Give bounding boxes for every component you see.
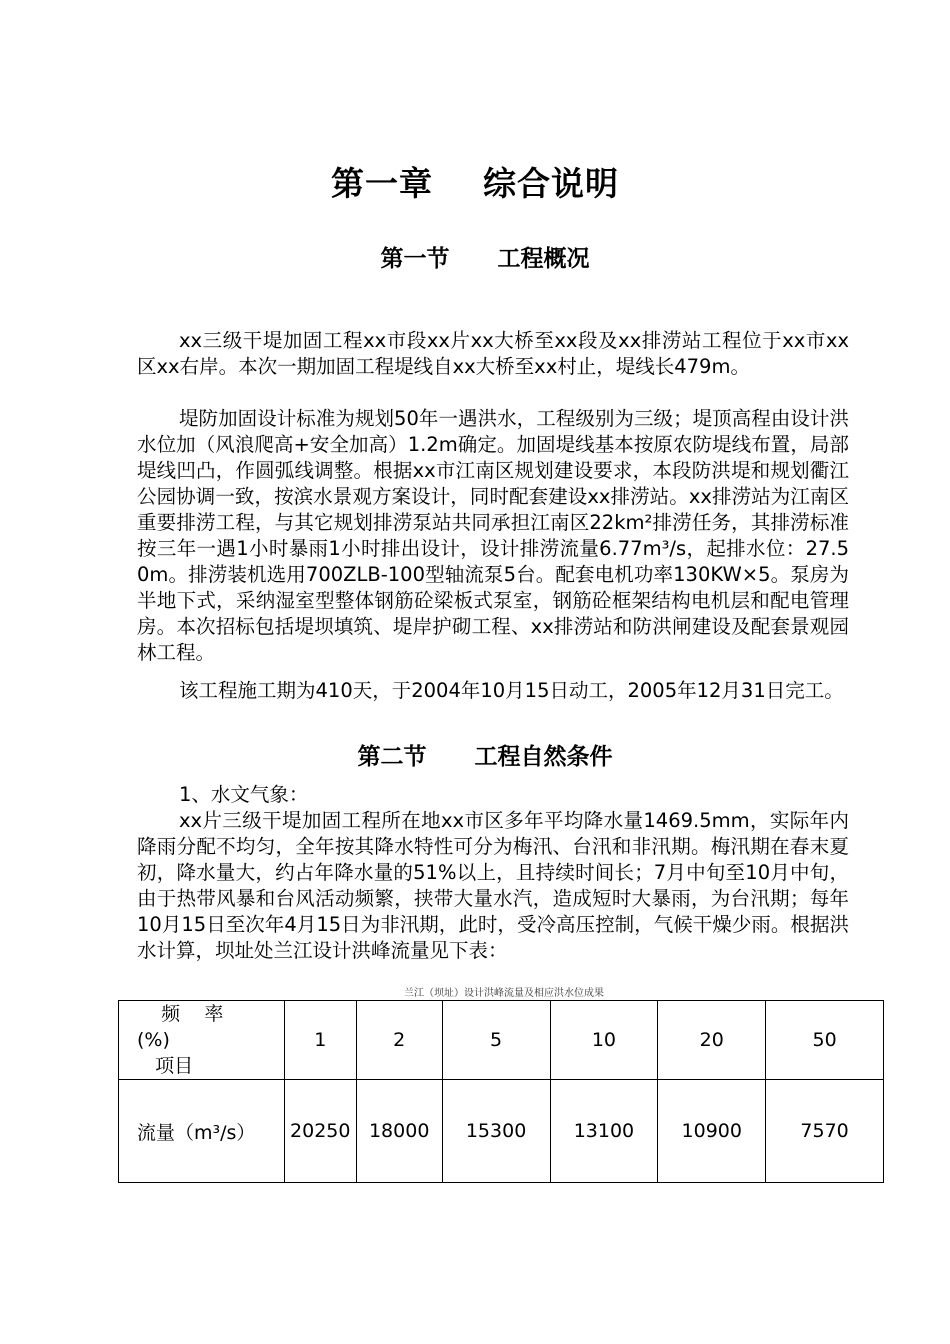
flow-row-label: 流量（m³/s） [119,1080,285,1183]
paragraph-project-location: xx三级干堤加固工程xx市段xx片xx大桥至xx段及xx排涝站工程位于xx市xx区xx右岸。本次一期加固工程堤线自xx大桥至xx村止，堤线长479m。 [137,329,849,378]
frequency-cell: 5 [442,1001,550,1080]
table-header-row [119,1001,884,1080]
corner-frequency-label: 频 率 [137,1003,224,1025]
flow-cell: 13100 [550,1080,658,1183]
frequency-cell: 50 [766,1001,884,1080]
flow-cell: 7570 [766,1080,884,1183]
chapter-title: 第一章 综合说明 [331,164,619,203]
table-row [119,1080,884,1183]
paragraph-schedule: 该工程施工期为410天，于2004年10月15日动工，2005年12月31日完工。 [179,679,844,702]
frequency-cell: 1 [284,1001,356,1080]
frequency-cell: 10 [550,1001,658,1080]
flow-cell: 20250 [284,1080,356,1183]
section-title-overview: 第一节 工程概况 [380,246,590,272]
flood-flow-table [118,1000,884,1183]
flow-cell: 15300 [442,1080,550,1183]
paragraph-hydrology: xx片三级干堤加固工程所在地xx市区多年平均降水量1469.5mm，实际年内降雨分配不均匀，全年按其降水特性可分为梅汛、台汛和非汛期。梅汛期在春末夏初，降水量大，约占年降水量的51%以上，且持续时间长；7月中旬至10月中旬，由于热带风暴和台风活动频繁，挟带大量水汽，造成短时大暴雨，为台汛期；每年10月15日至次年4月15日为非汛期，此时，受冷高压控制，气候干燥少雨。根据洪水计算，坝址处兰江设计洪峰流量见下表： [137,809,849,962]
section-title-natural-conditions: 第二节 工程自然条件 [357,744,613,770]
flow-cell: 18000 [356,1080,442,1183]
corner-item-label: 项目 [137,1055,194,1077]
table-corner-cell [119,1001,285,1080]
frequency-cell: 20 [658,1001,766,1080]
table-caption: 兰江（坝址）设计洪峰流量及相应洪水位成果 [404,988,604,999]
paragraph-design-standard: 堤防加固设计标准为规划50年一遇洪水，工程级别为三级；堤顶高程由设计洪水位加（风浪爬高+安全加高）1.2m确定。加固堤线基本按原农防堤线布置，局部堤线凹凸，作圆弧线调整。根据xx市江南区规划建设要求，本段防洪堤和规划衢江公园协调一致，按滨水景观方案设计，同时配套建设xx排涝站。xx排涝站为江南区重要排涝工程，与其它规划排涝泵站共同承担江南区22km²排涝任务，其排涝标准按三年一遇1小时暴雨1小时排出设计，设计排涝流量6.77m³/s，起排水位：27.50m。排涝装机选用700ZLB-100型轴流泵5台。配套电机功率130KW×5。泵房为半地下式，采纳湿室型整体钢筋砼梁板式泵室，钢筋砼框架结构电机层和配电管理房。本次招标包括堤坝填筑、堤岸护砌工程、xx排涝站和防洪闸建设及配套景观园林工程。 [137,407,849,664]
flow-cell: 10900 [658,1080,766,1183]
corner-percent-label: (%) [137,1029,170,1051]
frequency-cell: 2 [356,1001,442,1080]
paragraph-hydrology-heading: 1、水文气象： [179,783,309,806]
